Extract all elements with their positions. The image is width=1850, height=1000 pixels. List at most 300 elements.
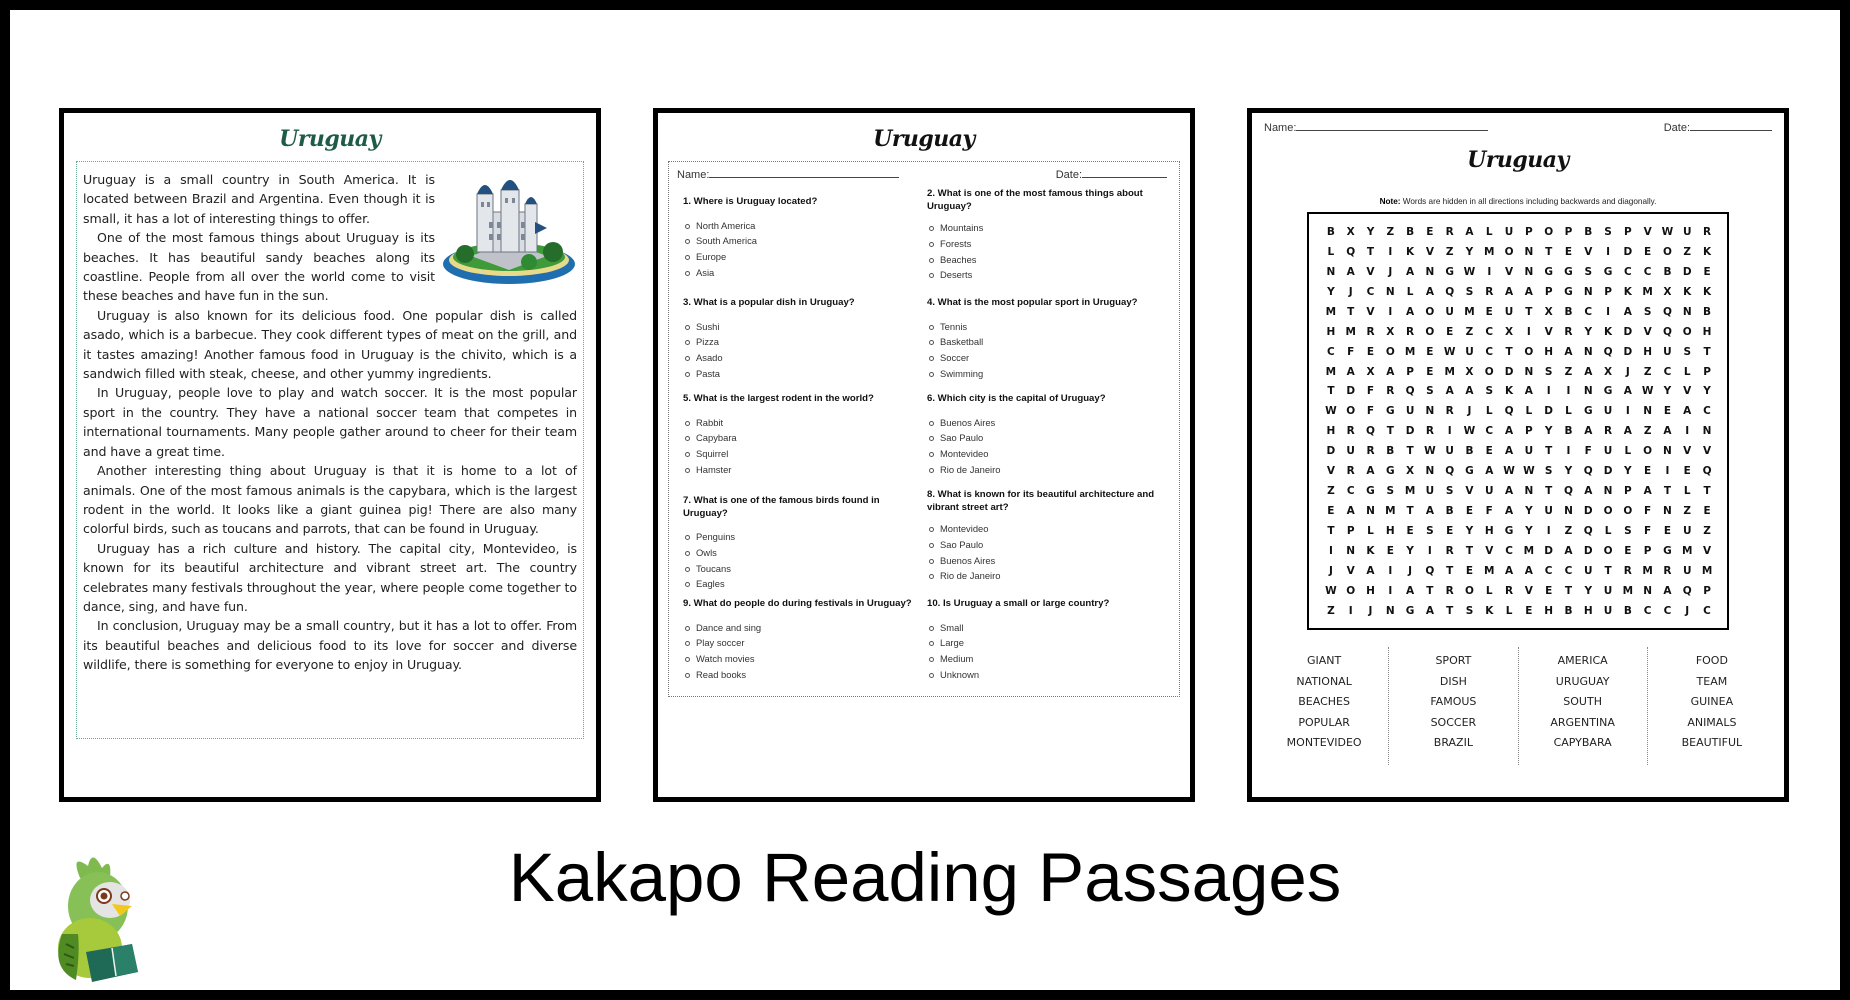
ws-grid-cell[interactable]: S — [1426, 525, 1434, 538]
ws-grid-cell[interactable]: M — [1484, 564, 1495, 577]
ws-grid-cell[interactable]: K — [1603, 325, 1613, 338]
ws-grid-cell[interactable]: G — [1465, 465, 1474, 478]
ws-grid-cell[interactable]: Y — [1624, 465, 1632, 478]
ws-grid-cell[interactable]: C — [1485, 345, 1494, 358]
ws-grid-cell[interactable]: C — [1643, 604, 1652, 617]
ws-grid-cell[interactable]: T — [1663, 485, 1672, 498]
ws-grid-cell[interactable]: R — [1425, 425, 1434, 438]
ws-grid-cell[interactable]: O — [1524, 345, 1534, 358]
option[interactable]: Play soccer — [683, 635, 923, 651]
ws-grid-cell[interactable]: S — [1386, 485, 1395, 498]
ws-grid-cell[interactable]: S — [1544, 365, 1553, 378]
ws-grid-cell[interactable]: M — [1385, 505, 1396, 518]
ws-grid-cell[interactable]: L — [1485, 584, 1493, 597]
ws-grid-cell[interactable]: H — [1544, 345, 1554, 358]
ws-grid-cell[interactable]: D — [1583, 505, 1593, 518]
ws-grid-cell[interactable]: G — [1544, 265, 1553, 278]
ws-grid-cell[interactable]: Y — [1564, 465, 1573, 478]
ws-grid-cell[interactable]: Q — [1682, 584, 1692, 597]
ws-grid-cell[interactable]: Z — [1564, 525, 1573, 538]
option[interactable]: Hamster — [683, 462, 923, 478]
option[interactable]: Unknown — [927, 667, 1167, 683]
ws-grid-cell[interactable]: M — [1701, 564, 1713, 577]
ws-grid-cell[interactable]: N — [1524, 245, 1534, 258]
ws-grid-cell[interactable]: I — [1566, 445, 1571, 458]
ws-grid-cell[interactable]: E — [1485, 445, 1493, 458]
ws-grid-cell[interactable]: Z — [1327, 604, 1335, 617]
ws-grid-cell[interactable]: D — [1583, 544, 1593, 557]
ws-grid-cell[interactable]: H — [1583, 604, 1593, 617]
ws-grid-cell[interactable]: A — [1584, 365, 1593, 378]
ws-grid-cell[interactable]: T — [1505, 345, 1513, 358]
ws-grid-cell[interactable]: M — [1642, 564, 1653, 577]
option[interactable]: North America — [683, 218, 923, 234]
ws-grid-cell[interactable]: R — [1346, 465, 1355, 478]
ws-grid-cell[interactable]: C — [1485, 425, 1494, 438]
option[interactable]: Buenos Aires — [927, 553, 1157, 569]
ws-grid-cell[interactable]: I — [1388, 245, 1393, 258]
ws-grid-cell[interactable]: N — [1663, 445, 1672, 458]
ws-grid-cell[interactable]: Z — [1683, 245, 1692, 258]
ws-grid-cell[interactable]: M — [1444, 365, 1455, 378]
ws-grid-cell[interactable]: N — [1682, 305, 1692, 318]
ws-grid-cell[interactable]: R — [1485, 285, 1494, 298]
option[interactable]: Watch movies — [683, 651, 923, 667]
ws-grid-cell[interactable]: K — [1366, 544, 1375, 557]
option[interactable]: Asado — [683, 350, 923, 366]
ws-grid-cell[interactable]: L — [1327, 245, 1335, 258]
ws-grid-cell[interactable]: U — [1682, 564, 1692, 577]
ws-grid-cell[interactable]: R — [1406, 325, 1415, 338]
ws-grid-cell[interactable]: X — [1544, 305, 1553, 318]
ws-grid-cell[interactable]: Y — [1584, 584, 1593, 597]
ws-grid-cell[interactable]: A — [1406, 305, 1415, 318]
ws-grid-cell[interactable]: A — [1683, 405, 1692, 418]
ws-grid-cell[interactable]: G — [1504, 525, 1514, 538]
ws-grid-cell[interactable]: A — [1505, 285, 1514, 298]
ws-grid-cell[interactable]: Z — [1643, 365, 1652, 378]
ws-grid-cell[interactable]: O — [1544, 225, 1554, 238]
ws-grid-cell[interactable]: C — [1485, 325, 1494, 338]
ws-grid-cell[interactable]: S — [1485, 385, 1494, 398]
ws-grid-cell[interactable]: T — [1545, 445, 1553, 458]
ws-grid-cell[interactable]: R — [1663, 564, 1672, 577]
ws-grid-cell[interactable]: R — [1346, 425, 1355, 438]
ws-grid-cell[interactable]: G — [1603, 265, 1613, 278]
ws-grid-cell[interactable]: T — [1703, 485, 1711, 498]
ws-grid-cell[interactable]: V — [1366, 265, 1375, 278]
ws-grid-cell[interactable]: Y — [1327, 285, 1335, 298]
ws-grid-cell[interactable]: S — [1584, 265, 1593, 278]
ws-grid-cell[interactable]: I — [1487, 265, 1492, 278]
ws-grid-cell[interactable]: N — [1663, 505, 1672, 518]
ws-grid-cell[interactable]: O — [1603, 544, 1613, 557]
ws-grid-cell[interactable]: N — [1564, 505, 1573, 518]
option[interactable]: Mountains — [927, 220, 1167, 236]
ws-grid-cell[interactable]: T — [1426, 584, 1434, 597]
ws-grid-cell[interactable]: V — [1584, 245, 1593, 258]
ws-grid-cell[interactable]: Q — [1445, 285, 1455, 298]
ws-grid-cell[interactable]: E — [1624, 544, 1632, 557]
ws-grid-cell[interactable]: A — [1623, 425, 1632, 438]
ws-grid-cell[interactable]: G — [1583, 405, 1593, 418]
ws-grid-cell[interactable]: M — [1484, 245, 1495, 258]
ws-grid-cell[interactable]: E — [1386, 544, 1394, 557]
ws-grid-cell[interactable]: L — [1565, 405, 1572, 418]
ws-grid-cell[interactable]: I — [1427, 544, 1432, 557]
ws-grid-cell[interactable]: A — [1445, 385, 1454, 398]
ws-grid-cell[interactable]: A — [1465, 385, 1474, 398]
ws-grid-cell[interactable]: E — [1485, 305, 1493, 318]
ws-grid-cell[interactable]: I — [1566, 385, 1571, 398]
option[interactable]: Medium — [927, 651, 1167, 667]
ws-grid-cell[interactable]: Q — [1583, 465, 1593, 478]
ws-grid-cell[interactable]: T — [1703, 345, 1711, 358]
ws-grid-cell[interactable]: U — [1485, 485, 1494, 498]
ws-grid-cell[interactable]: A — [1524, 385, 1533, 398]
option[interactable]: Read books — [683, 667, 923, 683]
ws-grid-cell[interactable]: Q — [1662, 325, 1672, 338]
ws-grid-cell[interactable]: N — [1385, 285, 1395, 298]
option[interactable]: Swimming — [927, 366, 1167, 382]
ws-grid-cell[interactable]: N — [1425, 405, 1435, 418]
ws-grid-cell[interactable]: V — [1485, 544, 1494, 557]
ws-grid-cell[interactable]: N — [1425, 465, 1435, 478]
option[interactable]: Soccer — [927, 350, 1167, 366]
ws-grid-cell[interactable]: N — [1524, 365, 1534, 378]
ws-grid-cell[interactable]: U — [1445, 445, 1454, 458]
ws-grid-cell[interactable]: C — [1703, 405, 1711, 418]
ws-grid-cell[interactable]: A — [1584, 425, 1593, 438]
ws-grid-cell[interactable]: S — [1426, 385, 1434, 398]
ws-grid-cell[interactable]: V — [1702, 445, 1712, 458]
ws-grid-cell[interactable]: E — [1327, 505, 1335, 518]
ws-grid-cell[interactable]: G — [1385, 465, 1395, 478]
ws-grid-cell[interactable]: A — [1386, 365, 1395, 378]
ws-grid-cell[interactable]: A — [1346, 365, 1355, 378]
ws-grid-cell[interactable]: P — [1703, 365, 1711, 378]
ws-grid-cell[interactable]: Q — [1603, 345, 1613, 358]
option[interactable]: Asia — [683, 265, 923, 281]
ws-grid-cell[interactable]: U — [1603, 584, 1613, 597]
ws-grid-cell[interactable]: T — [1446, 564, 1454, 577]
option[interactable]: Pizza — [683, 334, 923, 350]
ws-grid-cell[interactable]: Q — [1702, 465, 1712, 478]
option[interactable]: Europe — [683, 249, 923, 265]
ws-grid-cell[interactable]: R — [1445, 405, 1454, 418]
option[interactable]: Beaches — [927, 252, 1167, 268]
ws-grid-cell[interactable]: B — [1465, 445, 1474, 458]
ws-grid-cell[interactable]: U — [1603, 604, 1613, 617]
ws-grid-cell[interactable]: A — [1584, 485, 1593, 498]
ws-grid-cell[interactable]: S — [1465, 604, 1474, 617]
ws-grid-cell[interactable]: N — [1326, 265, 1336, 278]
ws-grid-cell[interactable]: T — [1327, 525, 1335, 538]
ws-grid-cell[interactable]: T — [1406, 505, 1414, 518]
ws-grid-cell[interactable]: O — [1425, 305, 1435, 318]
ws-grid-cell[interactable]: N — [1366, 505, 1375, 518]
ws-grid-cell[interactable]: K — [1505, 385, 1514, 398]
ws-grid-cell[interactable]: A — [1425, 285, 1434, 298]
ws-grid-cell[interactable]: D — [1682, 265, 1692, 278]
ws-grid-cell[interactable]: V — [1524, 584, 1533, 597]
ws-grid-cell[interactable]: A — [1505, 485, 1514, 498]
ws-grid-cell[interactable]: D — [1544, 544, 1554, 557]
ws-grid-cell[interactable]: B — [1584, 225, 1593, 238]
ws-grid-cell[interactable]: V — [1465, 485, 1474, 498]
ws-grid-cell[interactable]: P — [1604, 285, 1612, 298]
ws-grid-cell[interactable]: T — [1525, 305, 1533, 318]
ws-grid-cell[interactable]: U — [1405, 405, 1415, 418]
ws-grid-cell[interactable]: C — [1663, 604, 1672, 617]
ws-grid-cell[interactable]: Q — [1563, 485, 1573, 498]
ws-grid-cell[interactable]: P — [1564, 225, 1573, 238]
ws-grid-cell[interactable]: A — [1406, 265, 1415, 278]
ws-grid-cell[interactable]: G — [1564, 285, 1573, 298]
ws-grid-cell[interactable]: J — [1328, 564, 1333, 577]
option[interactable]: Toucans — [683, 561, 927, 577]
ws-grid-cell[interactable]: A — [1505, 505, 1514, 518]
ws-grid-cell[interactable]: L — [1604, 525, 1612, 538]
option[interactable]: Rio de Janeiro — [927, 568, 1157, 584]
ws-grid-cell[interactable]: B — [1386, 445, 1395, 458]
ws-grid-cell[interactable]: E — [1545, 584, 1553, 597]
ws-grid-cell[interactable]: K — [1485, 604, 1494, 617]
ws-grid-cell[interactable]: Q — [1425, 564, 1435, 577]
ws-grid-cell[interactable]: I — [1388, 584, 1393, 597]
ws-grid-cell[interactable]: Q — [1346, 245, 1356, 258]
ws-grid-cell[interactable]: B — [1406, 225, 1415, 238]
ws-grid-cell[interactable]: O — [1425, 325, 1435, 338]
ws-grid-cell[interactable]: T — [1386, 425, 1394, 438]
ws-grid-cell[interactable]: Z — [1386, 225, 1395, 238]
ws-grid-cell[interactable]: X — [1604, 365, 1613, 378]
ws-grid-cell[interactable]: I — [1665, 465, 1670, 478]
ws-grid-cell[interactable]: D — [1405, 425, 1415, 438]
ws-grid-cell[interactable]: I — [1388, 305, 1393, 318]
ws-grid-cell[interactable]: L — [1525, 405, 1533, 418]
ws-grid-cell[interactable]: A — [1425, 604, 1434, 617]
ws-grid-cell[interactable]: Y — [1663, 385, 1672, 398]
ws-grid-cell[interactable]: E — [1564, 245, 1573, 258]
ws-grid-cell[interactable]: A — [1406, 584, 1415, 597]
ws-grid-cell[interactable]: B — [1445, 505, 1454, 518]
ws-grid-cell[interactable]: A — [1425, 505, 1434, 518]
ws-grid-cell[interactable]: A — [1524, 285, 1533, 298]
ws-grid-cell[interactable]: J — [1467, 405, 1472, 418]
ws-grid-cell[interactable]: E — [1644, 465, 1652, 478]
ws-grid-cell[interactable]: B — [1564, 604, 1573, 617]
ws-grid-cell[interactable]: S — [1624, 525, 1632, 538]
ws-grid-cell[interactable]: U — [1504, 225, 1514, 238]
ws-grid-cell[interactable]: Y — [1584, 325, 1593, 338]
ws-grid-cell[interactable]: Z — [1683, 505, 1692, 518]
ws-grid-cell[interactable]: T — [1406, 445, 1414, 458]
option[interactable]: Forests — [927, 236, 1167, 252]
ws-grid-cell[interactable]: Q — [1662, 305, 1672, 318]
ws-grid-cell[interactable]: T — [1465, 544, 1474, 557]
ws-grid-cell[interactable]: O — [1603, 505, 1613, 518]
ws-grid-cell[interactable]: U — [1682, 225, 1692, 238]
ws-grid-cell[interactable]: S — [1544, 465, 1553, 478]
ws-grid-cell[interactable]: D — [1603, 465, 1613, 478]
ws-grid-cell[interactable]: M — [1325, 305, 1337, 318]
ws-grid-cell[interactable]: S — [1465, 285, 1474, 298]
ws-grid-cell[interactable]: U — [1603, 445, 1613, 458]
ws-grid-cell[interactable]: P — [1525, 225, 1533, 238]
ws-grid-cell[interactable]: V — [1366, 305, 1375, 318]
ws-grid-cell[interactable]: M — [1682, 544, 1693, 557]
ws-grid-cell[interactable]: A — [1505, 445, 1514, 458]
ws-grid-cell[interactable]: P — [1624, 225, 1632, 238]
ws-grid-cell[interactable]: K — [1702, 245, 1712, 258]
ws-grid-cell[interactable]: E — [1366, 345, 1375, 358]
ws-grid-cell[interactable]: W — [1424, 445, 1436, 458]
ws-grid-cell[interactable]: K — [1623, 285, 1632, 298]
ws-grid-cell[interactable]: K — [1702, 285, 1712, 298]
ws-grid-cell[interactable]: R — [1445, 225, 1454, 238]
ws-grid-cell[interactable]: W — [1523, 465, 1535, 478]
ws-grid-cell[interactable]: U — [1682, 525, 1692, 538]
ws-grid-cell[interactable]: Y — [1525, 505, 1533, 518]
ws-grid-cell[interactable]: I — [1546, 385, 1551, 398]
option[interactable]: Basketball — [927, 334, 1167, 350]
ws-grid-cell[interactable]: J — [1408, 564, 1413, 577]
ws-grid-cell[interactable]: M — [1345, 325, 1356, 338]
ws-grid-cell[interactable]: S — [1445, 485, 1454, 498]
ws-grid-cell[interactable]: H — [1484, 525, 1494, 538]
ws-grid-cell[interactable]: I — [1526, 325, 1531, 338]
ws-grid-cell[interactable]: I — [1447, 425, 1452, 438]
ws-grid-cell[interactable]: S — [1604, 225, 1612, 238]
ws-grid-cell[interactable]: G — [1445, 265, 1454, 278]
ws-grid-cell[interactable]: Z — [1703, 525, 1711, 538]
ws-grid-cell[interactable]: L — [1406, 285, 1414, 298]
ws-grid-cell[interactable]: R — [1366, 325, 1375, 338]
ws-grid-cell[interactable]: I — [1348, 604, 1353, 617]
ws-grid-cell[interactable]: Q — [1504, 405, 1514, 418]
ws-grid-cell[interactable]: E — [1406, 525, 1414, 538]
ws-grid-cell[interactable]: T — [1564, 584, 1573, 597]
ws-grid-cell[interactable]: N — [1583, 385, 1593, 398]
option[interactable]: Capybara — [683, 430, 923, 446]
ws-grid-cell[interactable]: E — [1465, 564, 1474, 577]
ws-grid-cell[interactable]: I — [1606, 305, 1611, 318]
ws-grid-cell[interactable]: O — [1484, 365, 1494, 378]
ws-grid-cell[interactable]: L — [1624, 445, 1632, 458]
ws-grid-cell[interactable]: M — [1523, 544, 1535, 557]
ws-grid-cell[interactable]: F — [1644, 505, 1652, 518]
ws-grid-cell[interactable]: O — [1346, 405, 1356, 418]
option[interactable]: Dance and sing — [683, 620, 923, 636]
ws-grid-cell[interactable]: J — [1685, 604, 1690, 617]
ws-grid-cell[interactable]: U — [1524, 445, 1534, 458]
ws-grid-cell[interactable]: R — [1366, 445, 1375, 458]
ws-grid-cell[interactable]: D — [1623, 325, 1633, 338]
ws-grid-cell[interactable]: L — [1683, 365, 1691, 378]
ws-grid-cell[interactable]: Q — [1405, 385, 1415, 398]
ws-grid-cell[interactable]: C — [1703, 604, 1711, 617]
ws-grid-cell[interactable]: C — [1623, 265, 1632, 278]
ws-grid-cell[interactable]: W — [1503, 465, 1515, 478]
ws-grid-cell[interactable]: C — [1584, 305, 1593, 318]
ws-grid-cell[interactable]: Z — [1445, 245, 1454, 258]
ws-grid-cell[interactable]: Y — [1544, 425, 1553, 438]
ws-grid-cell[interactable]: P — [1544, 285, 1553, 298]
ws-grid-cell[interactable]: Y — [1465, 245, 1474, 258]
ws-grid-cell[interactable]: I — [1328, 544, 1333, 557]
ws-grid-cell[interactable]: Y — [1525, 525, 1533, 538]
ws-grid-cell[interactable]: A — [1663, 425, 1672, 438]
ws-grid-cell[interactable]: R — [1505, 584, 1514, 597]
ws-grid-cell[interactable]: P — [1703, 584, 1711, 597]
ws-grid-cell[interactable]: Y — [1406, 544, 1414, 557]
ws-grid-cell[interactable]: O — [1662, 245, 1672, 258]
ws-grid-cell[interactable]: P — [1525, 425, 1533, 438]
ws-grid-cell[interactable]: W — [1661, 225, 1674, 238]
ws-grid-cell[interactable]: E — [1426, 365, 1434, 378]
ws-grid-cell[interactable]: N — [1583, 285, 1593, 298]
ws-grid-cell[interactable]: M — [1642, 285, 1653, 298]
ws-grid-cell[interactable]: S — [1643, 305, 1652, 318]
ws-grid-cell[interactable]: A — [1485, 465, 1494, 478]
ws-grid-cell[interactable]: F — [1485, 505, 1493, 518]
ws-grid-cell[interactable]: Y — [1703, 385, 1711, 398]
ws-grid-cell[interactable]: C — [1663, 365, 1672, 378]
ws-grid-cell[interactable]: I — [1685, 425, 1690, 438]
ws-grid-cell[interactable]: X — [1346, 225, 1355, 238]
ws-grid-cell[interactable]: B — [1703, 305, 1712, 318]
ws-grid-cell[interactable]: H — [1326, 325, 1336, 338]
ws-grid-cell[interactable]: X — [1465, 365, 1474, 378]
ws-grid-cell[interactable]: H — [1385, 525, 1395, 538]
ws-grid-cell[interactable]: N — [1643, 405, 1653, 418]
ws-grid-cell[interactable]: A — [1623, 385, 1632, 398]
ws-grid-cell[interactable]: V — [1326, 465, 1335, 478]
ws-grid-cell[interactable]: M — [1622, 584, 1634, 597]
ws-grid-cell[interactable]: I — [1606, 245, 1611, 258]
ws-grid-cell[interactable]: F — [1366, 405, 1375, 418]
ws-grid-cell[interactable]: F — [1584, 445, 1592, 458]
ws-grid-cell[interactable]: W — [1641, 385, 1654, 398]
ws-grid-cell[interactable]: B — [1623, 604, 1632, 617]
ws-grid-cell[interactable]: B — [1326, 225, 1335, 238]
ws-grid-cell[interactable]: O — [1465, 584, 1474, 597]
ws-grid-cell[interactable]: C — [1564, 564, 1573, 577]
ws-grid-cell[interactable]: E — [1426, 225, 1434, 238]
ws-grid-cell[interactable]: U — [1445, 305, 1454, 318]
ws-grid-cell[interactable]: N — [1385, 604, 1395, 617]
ws-grid-cell[interactable]: F — [1644, 525, 1652, 538]
ws-grid-cell[interactable]: A — [1346, 265, 1355, 278]
ws-grid-cell[interactable]: U — [1504, 305, 1514, 318]
ws-grid-cell[interactable]: C — [1366, 285, 1375, 298]
ws-grid-cell[interactable]: P — [1624, 485, 1632, 498]
option[interactable]: Small — [927, 620, 1167, 636]
ws-grid-cell[interactable]: D — [1504, 365, 1514, 378]
ws-grid-cell[interactable]: N — [1346, 544, 1356, 557]
ws-grid-cell[interactable]: Y — [1465, 525, 1474, 538]
ws-grid-cell[interactable]: A — [1465, 225, 1474, 238]
ws-grid-cell[interactable]: R — [1604, 425, 1613, 438]
ws-grid-cell[interactable]: P — [1406, 365, 1414, 378]
ws-grid-cell[interactable]: L — [1505, 604, 1513, 617]
ws-grid-cell[interactable]: J — [1388, 265, 1393, 278]
ws-grid-cell[interactable]: L — [1683, 485, 1691, 498]
ws-grid-cell[interactable]: E — [1663, 405, 1672, 418]
option[interactable]: South America — [683, 233, 923, 249]
ws-grid-cell[interactable]: I — [1546, 525, 1551, 538]
